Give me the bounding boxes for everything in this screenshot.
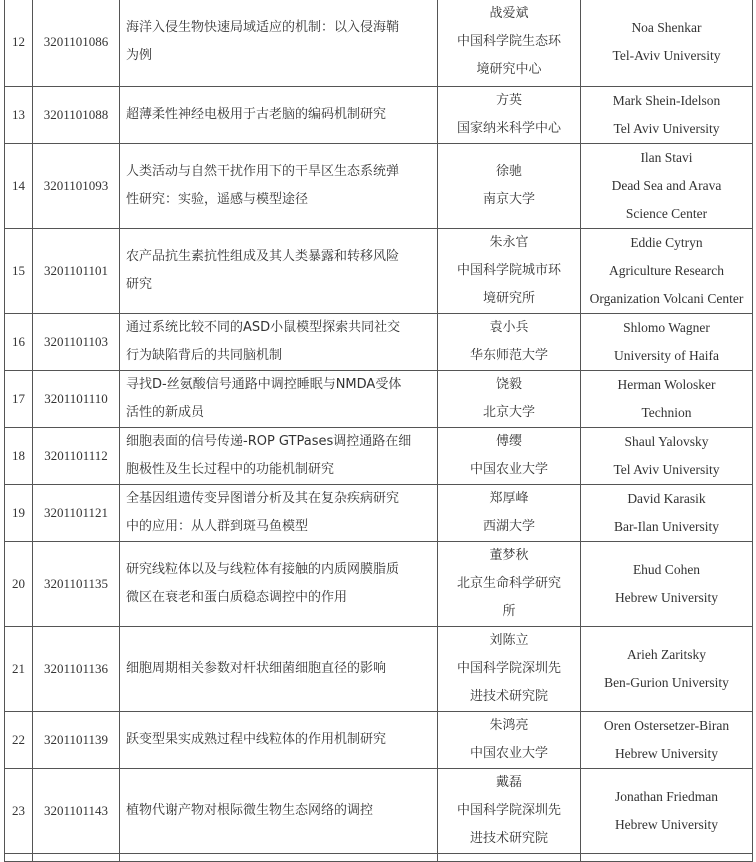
chinese-pi-line: 中国农业大学 [469,746,548,761]
project-code-cell [33,0,120,87]
table-row [5,144,753,229]
project-title-cell [120,371,438,428]
chinese-pi-line: 战爱斌 [489,5,529,21]
project-title-cell [120,428,438,485]
row-number: 16 [12,334,25,349]
project-title-line: 寻找D-丝氨酸信号通路中调控睡眠与NMDA受体 [126,377,402,392]
project-code: 3201101135 [43,576,109,591]
project-title-cell [120,769,438,854]
project-code-cell [33,87,120,144]
israeli-pi-cell [581,485,753,542]
israeli-pi-line: Jonathan Friedman [614,789,719,804]
israeli-pi-cell [581,314,753,371]
table-row-partial [5,854,753,862]
project-code: 3201101101 [43,263,109,278]
israeli-pi-cell [581,542,753,627]
israeli-pi-line: Eddie Cytryn [630,235,703,250]
table-row [5,371,753,428]
table-row [5,769,753,854]
row-number-cell [5,485,33,542]
project-code-cell [33,769,120,854]
israeli-pi-cell [581,712,753,769]
row-number: 18 [12,448,25,463]
project-title-line: 微区在衰老和蛋白质稳态调控中的作用 [126,590,348,605]
chinese-pi-line: 华东师范大学 [469,348,548,363]
row-number: 13 [12,107,25,122]
chinese-pi-cell [438,769,581,854]
israeli-pi-line: Ilan Stavi [640,150,693,165]
project-title-cell [120,229,438,314]
table-row [5,428,753,485]
project-title-line: 人类活动与自然干扰作用下的干旱区生态系统弹 [126,164,400,179]
row-number: 21 [12,661,25,676]
empty-cell [120,854,438,862]
israeli-pi-line: Agriculture Research [608,263,725,278]
project-title-line: 农产品抗生素抗性组成及其人类暴露和转移风险 [126,249,400,264]
chinese-pi-line: 朱永官 [489,235,529,250]
project-code: 3201101136 [43,661,109,676]
row-number-cell [5,229,33,314]
project-code-cell [33,428,120,485]
project-code-cell [33,229,120,314]
chinese-pi-line: 傅缨 [495,434,522,449]
project-title-line: 为例 [126,47,153,63]
project-title-line: 细胞周期相关参数对杆状细菌细胞直径的影响 [126,661,387,676]
chinese-pi-line: 西湖大学 [482,519,535,534]
chinese-pi-line: 戴磊 [495,775,522,790]
chinese-pi-line: 徐驰 [495,164,522,179]
empty-cell [438,854,581,862]
chinese-pi-line: 境研究所 [482,291,535,306]
israeli-pi-line: Technion [641,405,692,420]
project-code: 3201101110 [44,391,108,406]
row-number: 19 [12,505,25,520]
project-code: 3201101103 [43,334,109,349]
row-number-cell [5,428,33,485]
project-title-cell [120,627,438,712]
project-title-cell [120,144,438,229]
israeli-pi-line: Hebrew University [614,590,719,605]
chinese-pi-line: 中国科学院城市环 [456,263,561,278]
row-number: 14 [12,178,25,193]
empty-cell [5,854,33,862]
israeli-pi-cell [581,627,753,712]
israeli-pi-line: Ehud Cohen [632,562,701,577]
project-title-line: 海洋入侵生物快速局域适应的机制：以入侵海鞘 [126,19,400,35]
project-code: 3201101088 [43,107,109,122]
chinese-pi-line: 所 [502,604,516,619]
project-title-line: 性研究：实验，遥感与模型途径 [126,192,309,207]
chinese-pi-line: 进技术研究院 [469,831,548,846]
project-code: 3201101139 [43,732,109,747]
chinese-pi-line: 中国科学院生态环 [456,33,561,49]
chinese-pi-line: 郑厚峰 [489,491,529,506]
project-title-cell [120,314,438,371]
project-title-line: 植物代谢产物对根际微生物生态网络的调控 [126,803,374,818]
chinese-pi-cell [438,428,581,485]
chinese-pi-cell [438,542,581,627]
table-row [5,627,753,712]
project-code-cell [33,542,120,627]
project-title-line: 中的应用：从人群到斑马鱼模型 [126,519,309,534]
chinese-pi-line: 中国科学院深圳先 [456,661,561,676]
table-row [5,485,753,542]
chinese-pi-line: 董梦秋 [489,548,529,563]
project-code: 3201101121 [43,505,109,520]
project-code-cell [33,627,120,712]
row-number: 17 [12,391,25,406]
chinese-pi-line: 朱鸿亮 [489,718,529,733]
project-code-cell [33,371,120,428]
project-title-line: 研究线粒体以及与线粒体有接触的内质网膜脂质 [126,562,400,577]
table-row [5,87,753,144]
israeli-pi-line: Hebrew University [614,817,719,832]
project-title-line: 通过系统比较不同的ASD小鼠模型探索共同社交 [126,320,401,335]
israeli-pi-cell [581,229,753,314]
chinese-pi-line: 中国科学院深圳先 [456,803,561,818]
project-title-line: 全基因组遗传变异图谱分析及其在复杂疾病研究 [126,491,400,506]
chinese-pi-cell [438,0,581,87]
israeli-pi-line: Oren Ostersetzer-Biran [603,718,730,733]
israeli-pi-line: Tel Aviv University [613,462,720,477]
chinese-pi-cell [438,485,581,542]
table-row [5,314,753,371]
israeli-pi-line: Herman Wolosker [617,377,716,392]
project-code: 3201101086 [43,33,109,49]
israeli-pi-line: Shaul Yalovsky [624,434,709,449]
project-code: 3201101112 [44,448,108,463]
project-title-line: 研究 [126,277,153,292]
empty-cell [581,854,753,862]
israeli-pi-line: Dead Sea and Arava [611,178,722,193]
projects-table [4,0,753,862]
chinese-pi-cell [438,314,581,371]
row-number: 20 [12,576,25,591]
israeli-pi-line: Noa Shenkar [631,19,702,35]
row-number-cell [5,87,33,144]
project-code-cell [33,144,120,229]
table-row [5,0,753,87]
project-title-line: 超薄柔性神经电极用于古老脑的编码机制研究 [126,107,387,122]
israeli-pi-cell [581,428,753,485]
chinese-pi-line: 方英 [495,93,522,108]
israeli-pi-line: Bar-Ilan University [613,519,720,534]
israeli-pi-line: David Karasik [627,491,706,506]
israeli-pi-line: Science Center [625,206,708,221]
project-title-cell [120,485,438,542]
project-title-cell [120,0,438,87]
row-number-cell [5,314,33,371]
chinese-pi-line: 饶毅 [495,377,522,392]
israeli-pi-cell [581,144,753,229]
israeli-pi-line: Ben-Gurion University [604,675,729,690]
project-title-line: 跃变型果实成熟过程中线粒体的作用机制研究 [126,732,387,747]
project-title-line: 细胞表面的信号传递-ROP GTPases调控通路在细 [126,434,412,449]
row-number-cell [5,769,33,854]
table-row [5,712,753,769]
row-number: 12 [12,33,25,49]
row-number-cell [5,712,33,769]
project-code: 3201101093 [43,178,109,193]
israeli-pi-line: Organization Volcani Center [589,291,744,306]
project-title-line: 行为缺陷背后的共同脑机制 [126,348,283,363]
israeli-pi-line: Hebrew University [614,746,719,761]
chinese-pi-cell [438,144,581,229]
chinese-pi-line: 南京大学 [482,192,535,207]
project-title-line: 胞极性及生长过程中的功能机制研究 [126,462,335,477]
project-code-cell [33,712,120,769]
chinese-pi-cell [438,627,581,712]
project-title-cell [120,542,438,627]
israeli-pi-line: Tel-Aviv University [612,47,721,63]
project-code: 3201101143 [43,803,109,818]
israeli-pi-line: Tel Aviv University [613,121,720,136]
table-row [5,542,753,627]
project-title-cell [120,87,438,144]
row-number-cell [5,0,33,87]
chinese-pi-cell [438,87,581,144]
israeli-pi-cell [581,371,753,428]
chinese-pi-line: 北京大学 [482,405,535,420]
table-row [5,229,753,314]
projects-table-body [5,0,753,862]
israeli-pi-cell [581,87,753,144]
chinese-pi-cell [438,229,581,314]
row-number-cell [5,627,33,712]
israeli-pi-line: Mark Shein-Idelson [612,93,721,108]
chinese-pi-line: 进技术研究院 [469,689,548,704]
row-number-cell [5,371,33,428]
israeli-pi-line: Shlomo Wagner [623,320,710,335]
row-number-cell [5,144,33,229]
chinese-pi-line: 袁小兵 [489,320,529,335]
project-title-line: 活性的新成员 [126,405,205,420]
chinese-pi-line: 境研究中心 [476,61,542,77]
project-code-cell [33,314,120,371]
row-number: 15 [12,263,25,278]
project-title-cell [120,712,438,769]
israeli-pi-cell [581,0,753,87]
empty-cell [33,854,120,862]
chinese-pi-line: 国家纳米科学中心 [456,121,561,136]
chinese-pi-line: 刘陈立 [489,633,529,648]
israeli-pi-line: University of Haifa [614,348,719,363]
israeli-pi-cell [581,769,753,854]
row-number-cell [5,542,33,627]
row-number: 23 [12,803,25,818]
chinese-pi-line: 中国农业大学 [469,462,548,477]
project-code-cell [33,485,120,542]
israeli-pi-line: Arieh Zaritsky [626,647,707,662]
chinese-pi-cell [438,371,581,428]
row-number: 22 [12,732,25,747]
chinese-pi-line: 北京生命科学研究 [456,576,561,591]
chinese-pi-cell [438,712,581,769]
